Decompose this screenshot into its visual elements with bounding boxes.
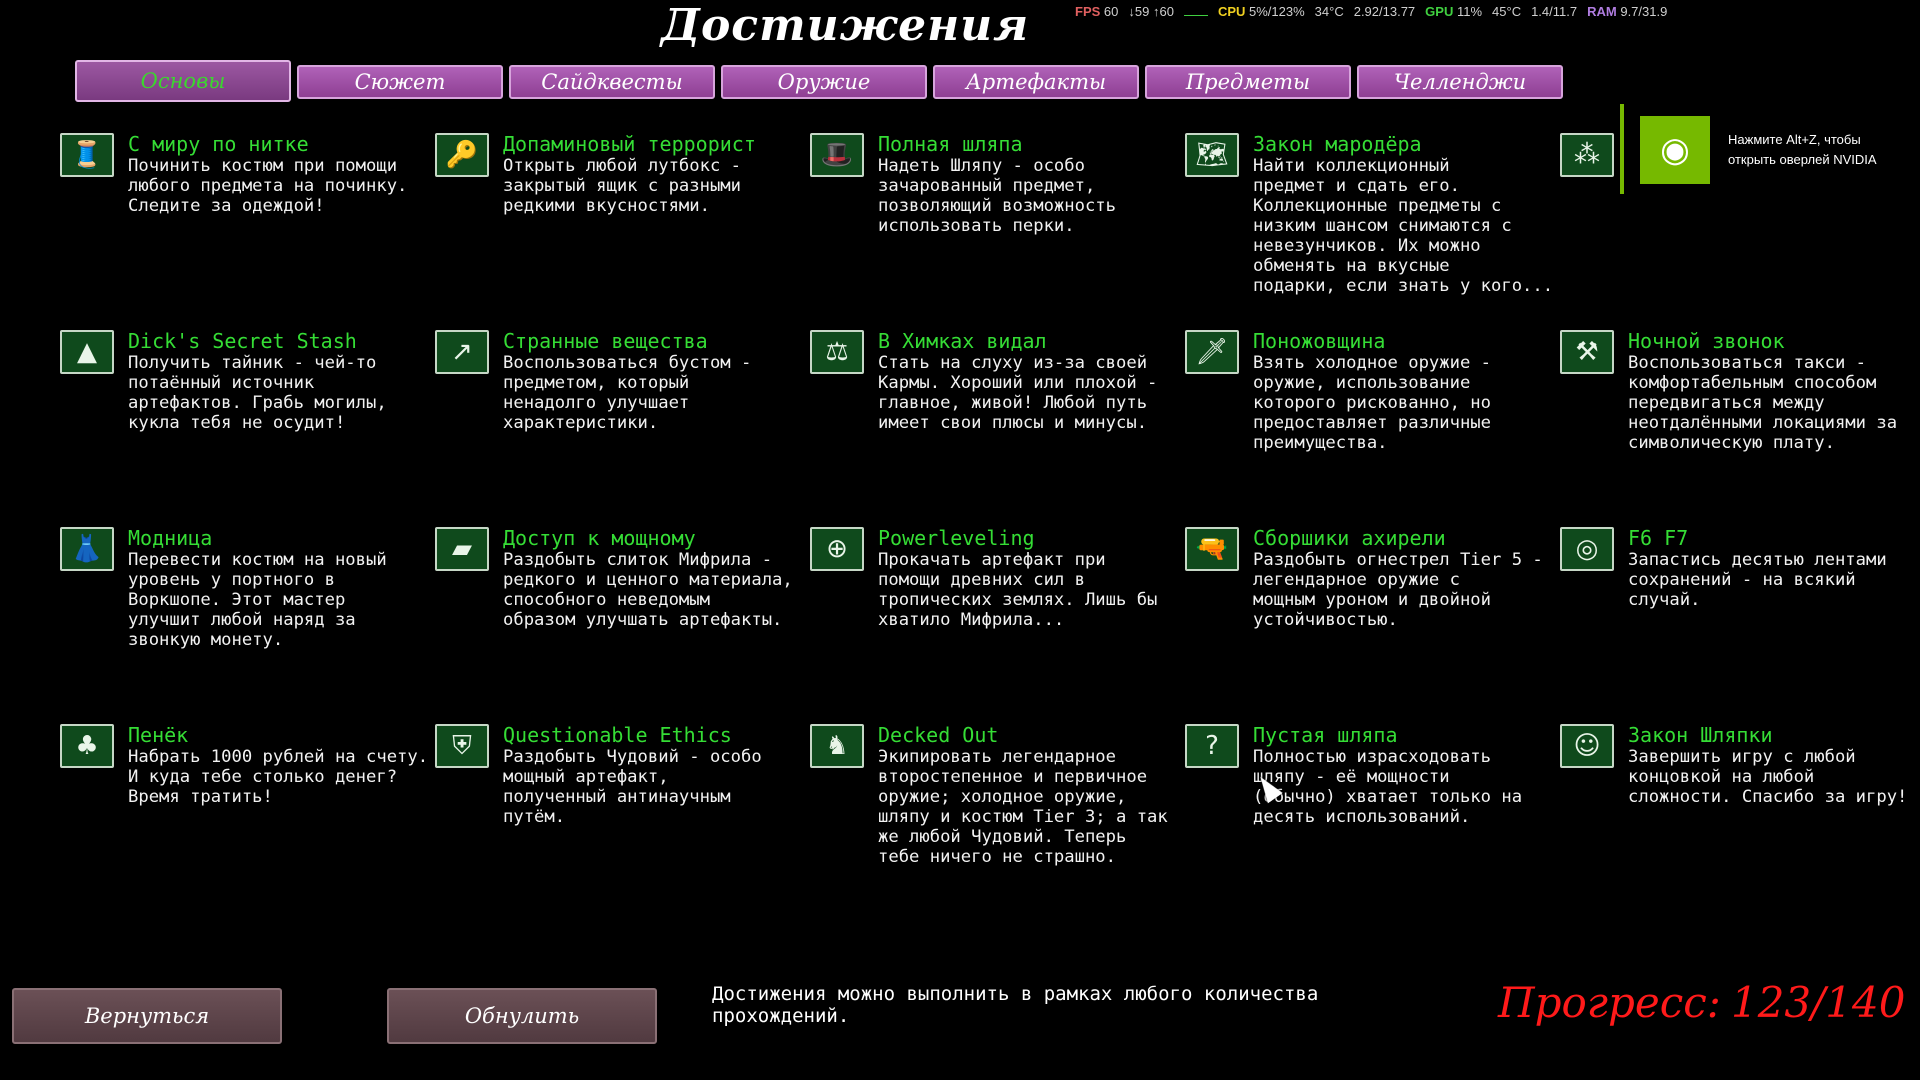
cpu-clock: 2.92/13.77 [1353, 3, 1416, 19]
achievement-title: Decked Out [878, 723, 999, 747]
achievement-title: Доступ к мощному [503, 526, 696, 550]
tab-weapons[interactable]: Оружие [721, 65, 927, 99]
page-title: Достижения [660, 0, 1030, 51]
achievement-desc: Раздобыть Чудовий - особо мощный артефакт, полученный антинаучным путём. [503, 747, 762, 827]
achievement-desc: Раздобыть слиток Мифрила - редкого и ценного материала, способного неведомым образом улучшать артефакты. [503, 550, 793, 630]
question-hat-icon: ? [1185, 724, 1239, 768]
scales-icon: ⚖ [810, 330, 864, 374]
tab-challenges[interactable]: Челленджи [1357, 65, 1563, 99]
achievement-desc: Воспользоваться бустом - предметом, который ненадолго улучшает характеристики. [503, 353, 752, 433]
achievement-item [810, 133, 1185, 330]
achievement-desc: Полностью израсходовать шляпу - её мощности (обычно) хватает только на десять использований. [1253, 747, 1523, 827]
rifle-icon: 🔫 [1185, 527, 1239, 571]
tab-story[interactable]: Сюжет [297, 65, 503, 99]
achievement-title: Странные вещества [503, 329, 708, 353]
achievement-item [60, 527, 435, 724]
frametime-value: ↓59 ↑60 [1128, 3, 1174, 19]
achievement-item [1560, 527, 1920, 724]
achievement-item [1185, 330, 1560, 527]
tape-reel-icon: ◎ [1560, 527, 1614, 571]
achievement-item [810, 330, 1185, 527]
stat-up-arrow-icon: ↗ [435, 330, 489, 374]
tab-sidequests[interactable]: Сайдквесты [509, 65, 715, 99]
fragments-icon: ⁂ [1560, 133, 1614, 177]
achievement-desc: Экипировать легендарное второстепенное и первичное оружие; холодное оружие, шляпу и костюм Tier 3; а так же любой Чудовий. Теперь тебе ничего не страшно. [878, 747, 1168, 867]
cpu-temp: 34°C [1314, 3, 1344, 19]
tab-items[interactable]: Предметы [1145, 65, 1351, 99]
achievement-item [60, 133, 435, 330]
achievement-item [60, 330, 435, 527]
achievement-title: Поножовщина [1253, 329, 1386, 353]
stash-triangle-icon: ▲ [60, 330, 114, 374]
achievement-item [60, 724, 435, 921]
achievement-item [1560, 330, 1920, 527]
cpu-graph [1184, 7, 1208, 16]
achievement-item [810, 527, 1185, 724]
achievement-desc: Взять холодное оружие - оружие, использование которого рискованно, но предоставляет различные преимущества. [1253, 353, 1491, 453]
gpu-mem: 1.4/11.7 [1531, 3, 1578, 19]
achievement-desc: Запастись десятью лентами сохранений - на всякий случай. [1628, 550, 1887, 610]
achievement-desc: Завершить игру с любой концовкой на любой сложности. Спасибо за игру! [1628, 747, 1908, 807]
hat-game-icon: ☺ [1560, 724, 1614, 768]
fps-label: FPS [1075, 3, 1101, 19]
achievement-item [435, 133, 810, 330]
achievement-title: Модница [128, 526, 213, 550]
achievement-desc: Получить тайник - чей-то потаённый источник артефактов. Грабь могилы, кукла тебя не осудит! [128, 353, 387, 433]
achievement-item [435, 724, 810, 921]
progress-value: 123/140 [1730, 978, 1906, 1027]
achievement-title: Powerleveling [878, 526, 1035, 550]
nvidia-toast-line2: открыть оверлей NVIDIA [1728, 152, 1877, 167]
achievement-title: F6 F7 [1628, 526, 1689, 550]
achievement-title: Допаминовый террорист [503, 132, 756, 156]
achievement-title: Сборшики ахирели [1253, 526, 1446, 550]
reset-button[interactable]: Обнулить [387, 988, 657, 1044]
artifact-upgrade-icon: ⊕ [810, 527, 864, 571]
progress-counter [1498, 978, 1905, 1027]
gpu-value: 11% [1456, 3, 1483, 19]
achievement-desc: Раздобыть огнестрел Tier 5 - легендарное оружие с мощным уроном и двойной устойчивостью. [1253, 550, 1543, 630]
achievement-title: Пенёк [128, 723, 189, 747]
achievement-desc: Открыть любой лутбокс - закрытый ящик с разными редкими вкусностями. [503, 156, 741, 216]
achievement-title: Пустая шляпа [1253, 723, 1398, 747]
achievement-item [1185, 527, 1560, 724]
tab-basics[interactable]: Основы [75, 60, 291, 102]
achievement-title: Закон мародёра [1253, 132, 1422, 156]
crowbar-icon: ⚒ [1560, 330, 1614, 374]
achievement-grid [60, 133, 1920, 921]
ram-value: 9.7/31.9 [1620, 3, 1668, 19]
armor-suit-icon: ⛨ [435, 724, 489, 768]
achievement-title: Ночной звонок [1628, 329, 1785, 353]
achievement-title: Questionable Ethics [503, 723, 732, 747]
tab-artifacts[interactable]: Артефакты [933, 65, 1139, 99]
cpu-value: 5%/123% [1249, 3, 1305, 19]
achievements-note: Достижения можно выполнить в рамках любого количества прохождений. [712, 983, 1319, 1027]
achievement-desc: Набрать 1000 рублей на счету. И куда тебе столько денег? Время тратить! [128, 747, 429, 807]
geared-figure-icon: ♞ [810, 724, 864, 768]
gpu-label: GPU [1425, 3, 1454, 19]
top-hat-icon: 🎩 [810, 133, 864, 177]
gpu-temp: 45°C [1492, 3, 1522, 19]
achievement-item [435, 330, 810, 527]
performance-overlay [1075, 3, 1667, 19]
stump-icon: ♣ [60, 724, 114, 768]
nvidia-overlay-toast[interactable] [1620, 104, 1920, 194]
achievement-title: Закон Шляпки [1628, 723, 1773, 747]
dress-icon: 👗 [60, 527, 114, 571]
achievement-desc: Починить костюм при помощи любого предмета на починку. Следите за одеждой! [128, 156, 408, 216]
ingot-icon: ▰ [435, 527, 489, 571]
achievement-desc: Воспользоваться такси - комфортабельным способом передвигаться между неотдалёнными локациями за символическую плату. [1628, 353, 1898, 453]
nvidia-logo-icon: ◉ [1640, 116, 1710, 184]
achievement-title: Dick's Secret Stash [128, 329, 357, 353]
achievement-item [435, 527, 810, 724]
achievement-title: Полная шляпа [878, 132, 1023, 156]
fps-value: 60 [1103, 3, 1119, 19]
achievement-desc: Перевести костюм на новый уровень у портного в Воркшопе. Этот мастер улучшит любой наряд за звонкую монету. [128, 550, 387, 650]
back-button[interactable]: Вернуться [12, 988, 282, 1044]
achievement-item [810, 724, 1185, 921]
achievement-desc: Найти коллекционный предмет и сдать его. Коллекционные предметы с низким шансом снимаются с невезунчиков. Их можно обменять на вкусные подарки, если знать у кого... [1253, 156, 1554, 296]
cpu-label: CPU [1217, 3, 1246, 19]
category-tabs [75, 60, 1563, 102]
achievement-title: С миру по нитке [128, 132, 309, 156]
key-icon: 🔑 [435, 133, 489, 177]
nvidia-toast-line1: Нажмите Alt+Z, чтобы [1728, 132, 1861, 147]
progress-label: Прогресс: [1498, 978, 1721, 1027]
thread-spool-icon: 🧵 [60, 133, 114, 177]
ram-label: RAM [1587, 3, 1617, 19]
achievement-title: В Химках видал [878, 329, 1047, 353]
blade-icon: 🗡 [1185, 330, 1239, 374]
achievement-desc: Надеть Шляпу - особо зачарованный предмет, позволяющий возможность использовать перки. [878, 156, 1116, 236]
achievement-desc: Прокачать артефакт при помощи древних сил в тропических землях. Лишь бы хватило Мифрила... [878, 550, 1158, 630]
loot-map-icon: 🗺 [1185, 133, 1239, 177]
achievement-desc: Стать на слуху из-за своей Кармы. Хороший или плохой - главное, живой! Любой путь имеет свои плюсы и минусы. [878, 353, 1158, 433]
achievement-item [1185, 133, 1560, 330]
achievement-item [1185, 724, 1560, 921]
achievement-item [1560, 724, 1920, 921]
nvidia-toast-text [1728, 130, 1918, 170]
